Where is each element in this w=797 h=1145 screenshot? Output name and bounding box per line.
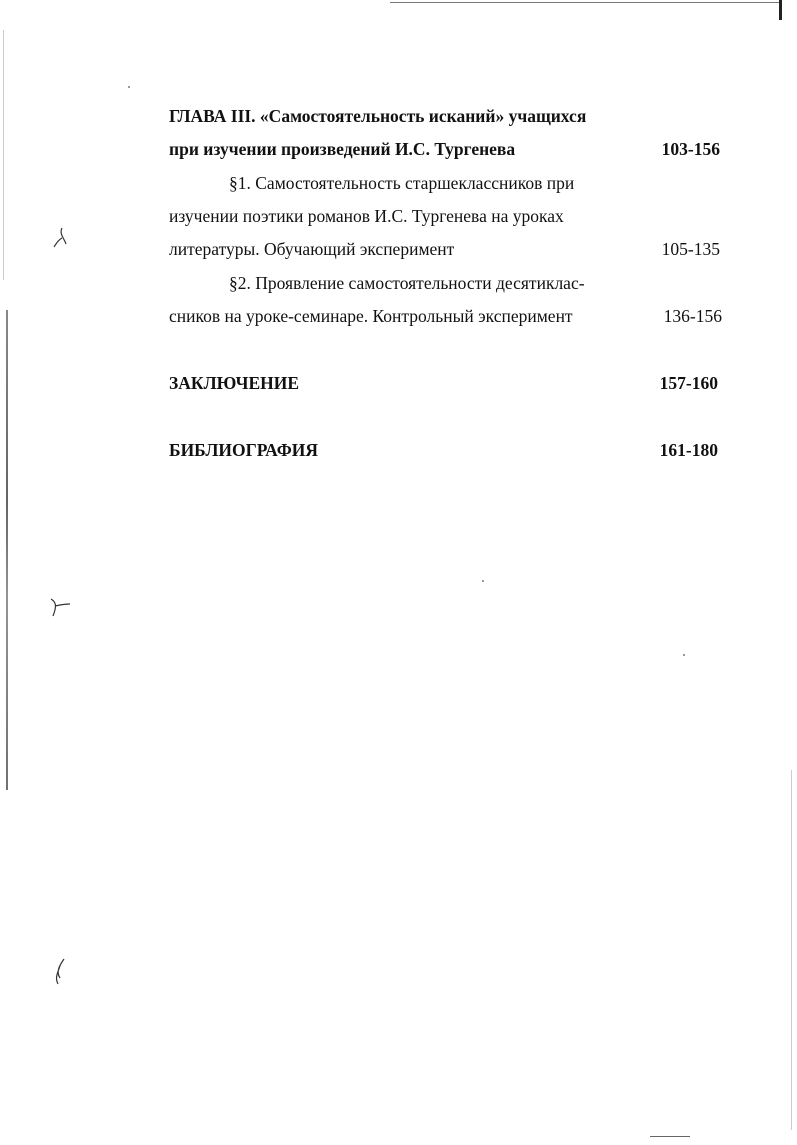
section-1-page-range: 105-135: [661, 239, 720, 259]
binding-hole-mark: [48, 596, 66, 620]
scan-speck: [683, 654, 685, 656]
section-2-line-2: сников на уроке-семинаре. Контрольный эксперимент: [169, 306, 573, 326]
section-1-line-3: литературы. Обучающий эксперимент: [169, 239, 455, 259]
scan-top-edge: [390, 2, 780, 3]
scan-right-edge-thin: [791, 770, 792, 1130]
section-1-line-1: §1. Самостоятельность старшеклассников при: [229, 173, 575, 193]
chapter-title-line-1: ГЛАВА III. «Самостоятельность исканий» учащихся: [169, 106, 587, 126]
scan-bottom-edge: [650, 1136, 690, 1137]
binding-hole-mark: [50, 226, 68, 250]
section-2-page-range: 136-156: [663, 306, 722, 326]
scan-speck: [482, 580, 484, 582]
conclusion-page-range: 157-160: [659, 373, 718, 393]
scan-left-edge: [6, 310, 8, 790]
scan-left-edge-thin: [3, 30, 4, 280]
scan-speck: [128, 86, 130, 88]
binding-hole-mark: [50, 956, 68, 980]
bibliography-title: БИБЛИОГРАФИЯ: [169, 440, 318, 460]
chapter-title-line-2: при изучении произведений И.С. Тургенева: [169, 139, 516, 159]
section-1-line-2: изучении поэтики романов И.С. Тургенева на уроках: [169, 206, 564, 226]
chapter-page-range: 103-156: [661, 139, 720, 159]
scan-right-edge-mark: [779, 0, 782, 20]
conclusion-title: ЗАКЛЮЧЕНИЕ: [169, 373, 300, 393]
bibliography-page-range: 161-180: [659, 440, 718, 460]
section-2-line-1: §2. Проявление самостоятельности десятиклас-: [229, 273, 585, 293]
